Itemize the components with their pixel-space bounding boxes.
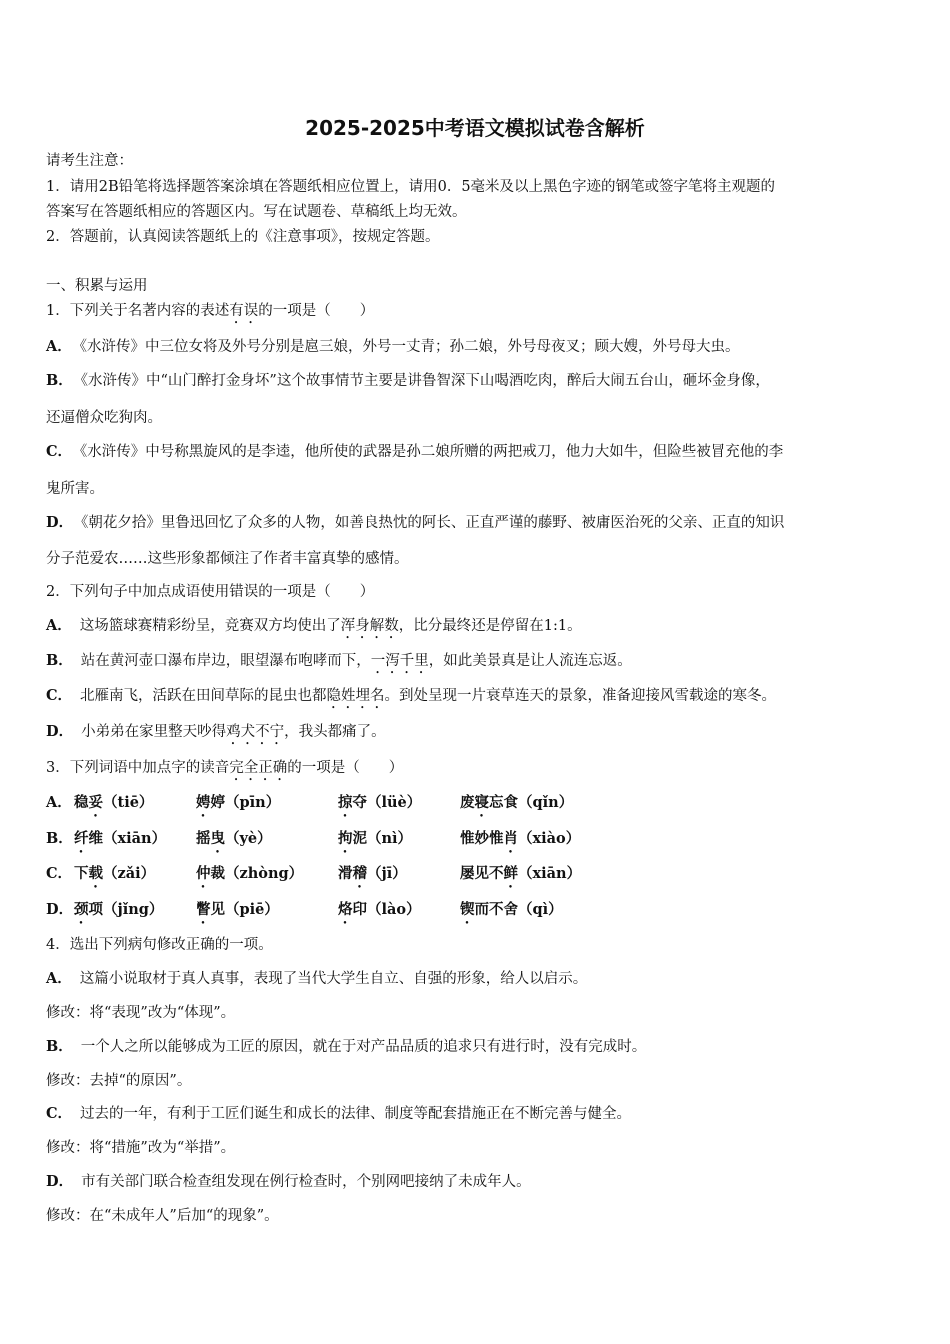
section-heading: 一、积累与运用 — [46, 278, 148, 294]
q2-option-c — [46, 686, 776, 712]
q3-word-prefix: 滑 — [338, 865, 353, 882]
q3-word-item — [74, 793, 153, 820]
q3-word-suffix: 忘食（qǐn） — [489, 794, 574, 811]
option-text: 这场篮球赛精彩纷呈，竞赛双方均使出了 — [79, 618, 341, 634]
q4-option-a — [46, 969, 587, 989]
q3-word-item — [338, 793, 421, 820]
option-text: 《水浒传》中“山门醉打金身坏”这个故事情节主要是讲鲁智深下山喝酒吃肉，醉后大闹五台山，砸坏金身像， — [80, 373, 770, 389]
q3-word-item — [196, 793, 280, 820]
q3-word-item — [338, 864, 407, 891]
q3-word-item — [196, 829, 272, 856]
q3-word-dotted-char: 肖 — [503, 830, 518, 847]
q4-option-b — [46, 1037, 646, 1057]
option-label: C． — [46, 1105, 73, 1122]
q3-word-item — [74, 900, 163, 927]
option-text-tail: ，比分最终还是停留在1:1。 — [398, 618, 582, 634]
option-emphasis: 隐姓埋名 — [326, 688, 385, 704]
option-label: D． — [46, 1173, 74, 1190]
option-label: A． — [46, 970, 72, 987]
q3-stem — [46, 758, 403, 784]
q2-option-b — [46, 651, 632, 677]
q3-word-item — [460, 793, 573, 820]
q1-option-b — [46, 371, 770, 391]
option-label: C． — [46, 687, 73, 704]
q3-word-item — [460, 864, 581, 891]
q1-option-d — [46, 513, 784, 533]
q3-word-prefix: 稳 — [74, 794, 89, 811]
option-label: B． — [46, 372, 73, 389]
q3-word-suffix: 项（jǐng） — [88, 901, 164, 918]
option-text: 小弟弟在家里整天吵得 — [81, 724, 227, 740]
q3-word-dotted-char: 鲜 — [503, 865, 518, 882]
option-text-tail: 。到处呈现一片衰草连天的景象，准备迎接风雪载途的寒冬。 — [384, 688, 777, 704]
q3-word-prefix: 屡见不 — [460, 865, 504, 882]
q3-word-suffix: （jī） — [367, 865, 407, 882]
option-text: 《水浒传》中号称黑旋风的是李逵，他所使的武器是孙二娘所赠的两把戒刀，他力大如牛，但险些被冒充他的李 — [80, 444, 784, 460]
q3-option-label: C． — [46, 865, 73, 882]
q3-word-prefix: 摇 — [196, 830, 211, 847]
q3-word-suffix: （tiē） — [103, 794, 154, 811]
q4-option-d-fix: 修改：在“未成年人”后加“的现象”。 — [46, 1208, 279, 1224]
q4-option-c — [46, 1104, 631, 1124]
option-text: 《朝花夕拾》里鲁迅回忆了众多的人物，如善良热忱的阿长、正直严谨的藤野、被庸医治死的父亲、正直的知识 — [81, 515, 785, 531]
q3-word-dotted-char: 仲 — [196, 865, 211, 882]
q1-option-c-cont: 鬼所害。 — [46, 481, 104, 497]
q3-stem-text: 3．下列词语中加点字的读音 — [46, 760, 230, 776]
q1-stem — [46, 301, 374, 327]
q3-word-suffix: （yè） — [225, 830, 272, 847]
option-emphasis: 鸡犬不宁 — [226, 724, 285, 740]
q4-option-c-fix: 修改：将“措施”改为“举措”。 — [46, 1140, 236, 1156]
q3-word-dotted-char: 颈 — [74, 901, 89, 918]
q3-word-suffix: 婷（pīn） — [210, 794, 281, 811]
q4-option-b-fix: 修改：去掉“的原因”。 — [46, 1073, 192, 1089]
q3-word-dotted-char: 锲 — [460, 901, 475, 918]
option-label: A． — [46, 617, 72, 634]
q3-word-suffix: 印（lào） — [352, 901, 421, 918]
q1-option-d-cont: 分子范爱农……这些形象都倾注了作者丰富真挚的感情。 — [46, 551, 409, 567]
option-text: 《水浒传》中三位女将及外号分别是扈三娘，外号一丈青；孙二娘，外号母夜叉；顾大嫂，外号母大虫。 — [79, 339, 740, 355]
q2-stem: 2．下列句子中加点成语使用错误的一项是（ ） — [46, 584, 375, 600]
q1-option-a — [46, 337, 740, 357]
option-text: 过去的一年，有利于工匠们诞生和成长的法律、制度等配套措施正在不断完善与健全。 — [80, 1106, 632, 1122]
option-text: 北雁南飞，活跃在田间草际的昆虫也都 — [80, 688, 327, 704]
option-label: A． — [46, 338, 72, 355]
q3-word-item — [74, 864, 155, 891]
q2-option-a — [46, 616, 582, 642]
q3-word-item — [196, 900, 279, 927]
q3-word-dotted-char: 掠 — [338, 794, 353, 811]
q3-word-dotted-char: 寝 — [474, 794, 489, 811]
option-text: 市有关部门联合检查组发现在例行检查时，个别网吧接纳了未成年人。 — [81, 1174, 531, 1190]
q3-option-label: D． — [46, 901, 74, 918]
option-label: B． — [46, 652, 73, 669]
q3-word-suffix: （xiào） — [518, 830, 581, 847]
q4-option-d — [46, 1172, 531, 1192]
notice-line-1: 1．请用2B铅笔将选择题答案涂填在答题纸相应位置上，请用0．5毫米及以上黑色字迹的钢笔或签字笔将主观题的 — [46, 179, 776, 195]
option-label: B． — [46, 1038, 73, 1055]
q3-word-suffix: 维（xiān） — [88, 830, 167, 847]
q3-word-suffix: 而不舍（qì） — [474, 901, 563, 918]
q3-word-item — [74, 829, 166, 856]
q3-word-suffix: （xiān） — [518, 865, 582, 882]
q3-word-item — [196, 864, 303, 891]
q3-word-dotted-char: 载 — [88, 865, 103, 882]
q3-word-suffix: 泥（nì） — [352, 830, 413, 847]
page-title: 2025-2025中考语文模拟试卷含解析 — [305, 116, 645, 140]
option-text: 一个人之所以能够成为工匠的原因，就在于对产品品质的追求只有进行时，没有完成时。 — [80, 1039, 647, 1055]
q1-option-b-cont: 还逼僧众吃狗肉。 — [46, 410, 162, 426]
q3-stem-tail: 的一项是（ ） — [287, 760, 404, 776]
q1-stem-emphasis: 有误 — [229, 303, 259, 319]
option-label: C． — [46, 443, 73, 460]
q3-word-suffix: 裁（zhòng） — [210, 865, 304, 882]
q3-word-dotted-char: 拘 — [338, 830, 353, 847]
option-text: 站在黄河壶口瀑布岸边，眼望瀑布咆哮而下， — [80, 653, 371, 669]
option-text-tail: ，我头都痛了。 — [284, 724, 386, 740]
q3-word-item — [460, 900, 563, 927]
option-emphasis: 浑身解数 — [340, 618, 399, 634]
notice-line-1-cont: 答案写在答题纸相应的答题区内。写在试题卷、草稿纸上均无效。 — [46, 204, 467, 220]
q3-word-item — [460, 829, 580, 856]
q3-word-suffix: （zǎi） — [103, 865, 156, 882]
q3-option-label: B． — [46, 830, 73, 847]
q3-word-dotted-char: 瞥 — [196, 901, 211, 918]
q3-stem-emphasis: 完全正确 — [229, 760, 288, 776]
q1-option-c — [46, 442, 783, 462]
q1-stem-tail: 的一项是（ ） — [258, 303, 375, 319]
q3-word-dotted-char: 妥 — [88, 794, 103, 811]
notice-line-2: 2．答题前，认真阅读答题纸上的《注意事项》，按规定答题。 — [46, 229, 440, 245]
q3-word-item — [338, 829, 412, 856]
option-label: D． — [46, 514, 74, 531]
q3-word-item — [338, 900, 421, 927]
q3-word-dotted-char: 娉 — [196, 794, 211, 811]
q3-option-label: A． — [46, 794, 72, 811]
q3-word-suffix: 见（piē） — [210, 901, 279, 918]
q3-word-prefix: 惟妙惟 — [460, 830, 504, 847]
q4-stem: 4．选出下列病句修改正确的一项。 — [46, 937, 273, 953]
option-text: 这篇小说取材于真人真事，表现了当代大学生自立、自强的形象，给人以启示。 — [79, 971, 588, 987]
q3-word-suffix: 夺（lüè） — [352, 794, 422, 811]
q3-word-dotted-char: 曳 — [210, 830, 225, 847]
q3-word-dotted-char: 纤 — [74, 830, 89, 847]
q3-word-prefix: 下 — [74, 865, 89, 882]
q2-option-d — [46, 722, 386, 748]
option-text-tail: ，如此美景真是让人流连忘返。 — [428, 653, 632, 669]
q3-word-prefix: 废 — [460, 794, 475, 811]
option-emphasis: 一泻千里 — [370, 653, 429, 669]
q3-word-dotted-char: 烙 — [338, 901, 353, 918]
q4-option-a-fix: 修改：将“表现”改为“体现”。 — [46, 1005, 236, 1021]
option-label: D． — [46, 723, 74, 740]
q3-word-dotted-char: 稽 — [352, 865, 367, 882]
notice-heading: 请考生注意： — [46, 153, 133, 169]
q1-stem-text: 1．下列关于名著内容的表述 — [46, 303, 230, 319]
